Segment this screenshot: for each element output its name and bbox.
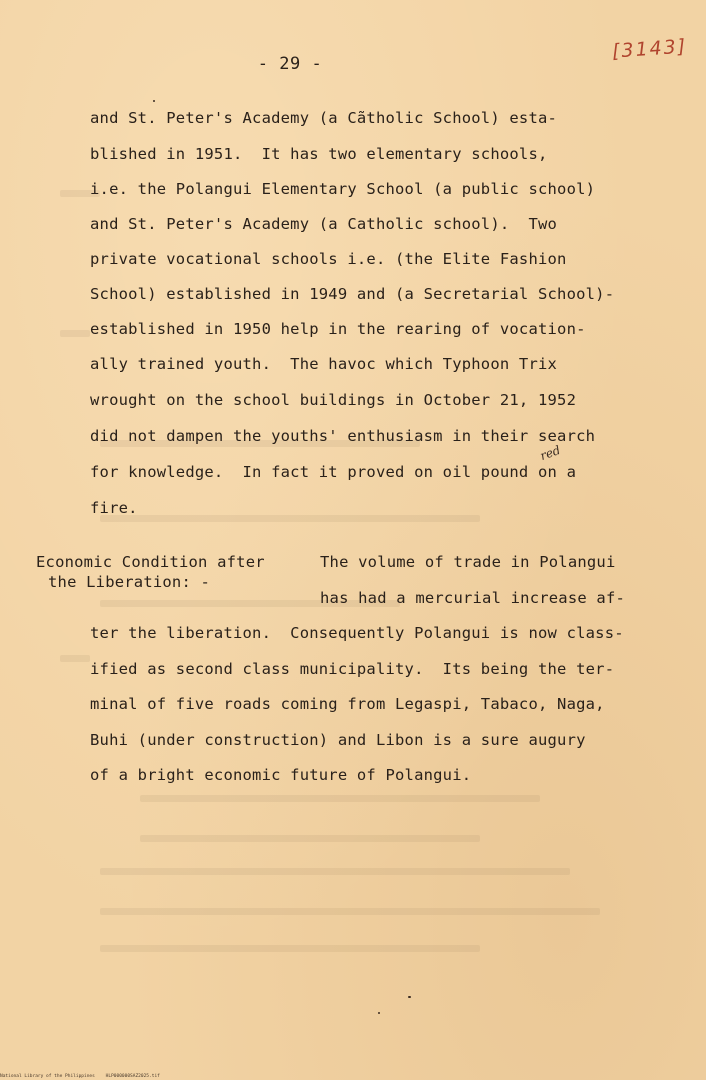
footer-library: National Library of the Philippines <box>0 1074 95 1079</box>
handwritten-correction: red <box>538 442 563 464</box>
paragraph-line: established in 1950 help in the rearing of vocation- <box>90 320 586 338</box>
paragraph-line: and St. Peter's Academy (a Catholic school). Two <box>90 215 558 233</box>
paragraph-line: blished in 1951. It has two elementary schools, <box>90 145 548 163</box>
paragraph-line: fire. <box>90 499 138 517</box>
ink-speck <box>408 996 411 998</box>
paragraph-line: wrought on the school buildings in October 21, 1952 <box>90 391 577 409</box>
archive-footer <box>0 1074 160 1079</box>
paragraph-line: School) established in 1949 and (a Secretarial School)- <box>90 285 615 303</box>
paragraph-line: for knowledge. In fact it proved on oil pound on a <box>90 463 577 481</box>
paragraph-line: i.e. the Polangui Elementary School (a public school) <box>90 180 596 198</box>
page-number: - 29 - <box>257 54 323 74</box>
footer-file-code: HLP000000SAZ2025.tif <box>105 1074 160 1079</box>
paragraph-line: The volume of trade in Polangui <box>320 553 616 571</box>
paragraph-line: ter the liberation. Consequently Polangui is now class- <box>90 624 624 642</box>
paragraph-line: Buhi (under construction) and Libon is a sure augury <box>90 731 586 749</box>
section-heading: Economic Condition after <box>36 553 265 571</box>
paragraph-line: private vocational schools i.e. (the Elite Fashion <box>90 250 567 268</box>
paragraph-line: minal of five roads coming from Legaspi, Tabaco, Naga, <box>90 695 605 713</box>
archive-stamp: [3143] <box>611 35 688 63</box>
ink-speck <box>153 100 155 102</box>
paragraph-line: has had a mercurial increase af- <box>320 589 626 607</box>
ink-speck <box>378 1012 380 1014</box>
section-heading: the Liberation: - <box>48 573 211 591</box>
paragraph-line: and St. Peter's Academy (a Cãtholic School) esta- <box>90 109 558 127</box>
paragraph-line: ally trained youth. The havoc which Typhoon Trix <box>90 355 558 373</box>
paragraph-line: did not dampen the youths' enthusiasm in their search <box>90 427 596 445</box>
paragraph-line: ified as second class municipality. Its being the ter- <box>90 660 615 678</box>
paragraph-line: of a bright economic future of Polangui. <box>90 766 472 784</box>
